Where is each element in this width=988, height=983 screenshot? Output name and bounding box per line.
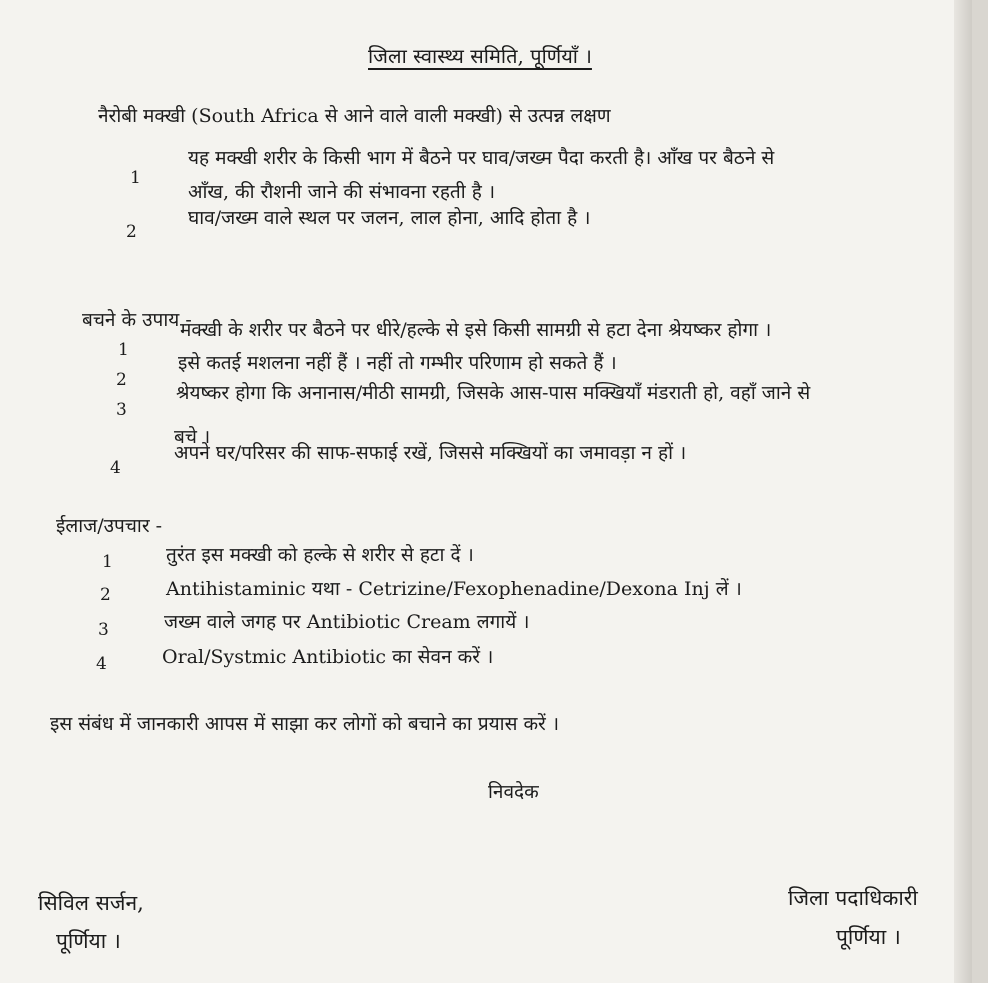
prevention-text: श्रेयष्कर होगा कि अनानास/मीठी सामग्री, जिसके आस-पास मक्खियाँ मंडराती हो, वहाँ जाने से [176,382,811,404]
treatment-number: 2 [100,585,111,605]
prevention-text: मक्खी के शरीर पर बैठने पर धीरे/हल्के से इसे किसी सामग्री से हटा देना श्रेयष्कर होगा । [180,319,772,341]
prevention-number: 3 [116,400,127,420]
prevention-number: 1 [118,340,129,360]
symptom-text: यह मक्खी शरीर के किसी भाग में बैठने पर घाव/जख्म पैदा करती है। आँख पर बैठने से [188,147,775,169]
prevention-number: 2 [116,370,127,390]
prevention-text: इसे कतई मशलना नहीं हैं । नहीं तो गम्भीर परिणाम हो सकते हैं । [178,352,617,374]
symptom-number: 2 [126,222,137,242]
document-title: जिला स्वास्थ्य समिति, पूर्णियाँ । [368,44,592,68]
treatment-number: 3 [98,620,109,640]
intro-line: नैरोबी मक्खी (South Africa से आने वाले वाली मक्खी) से उत्पन्न लक्षण [98,105,611,127]
prevention-text-continued: बचे । [174,426,211,448]
appeal-line: इस संबंध में जानकारी आपस में साझा कर लोगों को बचाने का प्रयास करें । [50,713,560,735]
treatment-heading: ईलाज/उपचार - [56,515,163,537]
prevention-text: अपने घर/परिसर की साफ-सफाई रखें, जिससे मक्खियों का जमावड़ा न हों । [174,442,687,464]
prevention-number: 4 [110,458,121,478]
district-magistrate-location: पूर्णिया । [836,925,901,949]
treatment-number: 1 [102,552,113,572]
treatment-text: Antihistaminic यथा - Cetrizine/Fexophenadine/Dexona Inj लें । [166,578,742,600]
prevention-heading: बचने के उपाय - [82,309,192,331]
civil-surgeon-location: पूर्णिया । [56,929,121,953]
treatment-text: तुरंत इस मक्खी को हल्के से शरीर से हटा दें । [166,544,474,566]
treatment-text: Oral/Systmic Antibiotic का सेवन करें । [162,646,494,668]
symptom-text: घाव/जख्म वाले स्थल पर जलन, लाल होना, आदि होता है । [188,207,591,229]
treatment-text: जख्म वाले जगह पर Antibiotic Cream लगायें । [164,611,530,633]
closing-word: निवदेक [488,781,539,803]
page-edge-shadow [954,0,972,983]
treatment-number: 4 [96,654,107,674]
symptom-text-continued: आँख, की रौशनी जाने की संभावना रहती है । [188,181,496,203]
district-magistrate-title: जिला पदाधिकारी [788,886,918,910]
symptom-number: 1 [130,168,141,188]
civil-surgeon-title: सिविल सर्जन, [38,891,144,915]
